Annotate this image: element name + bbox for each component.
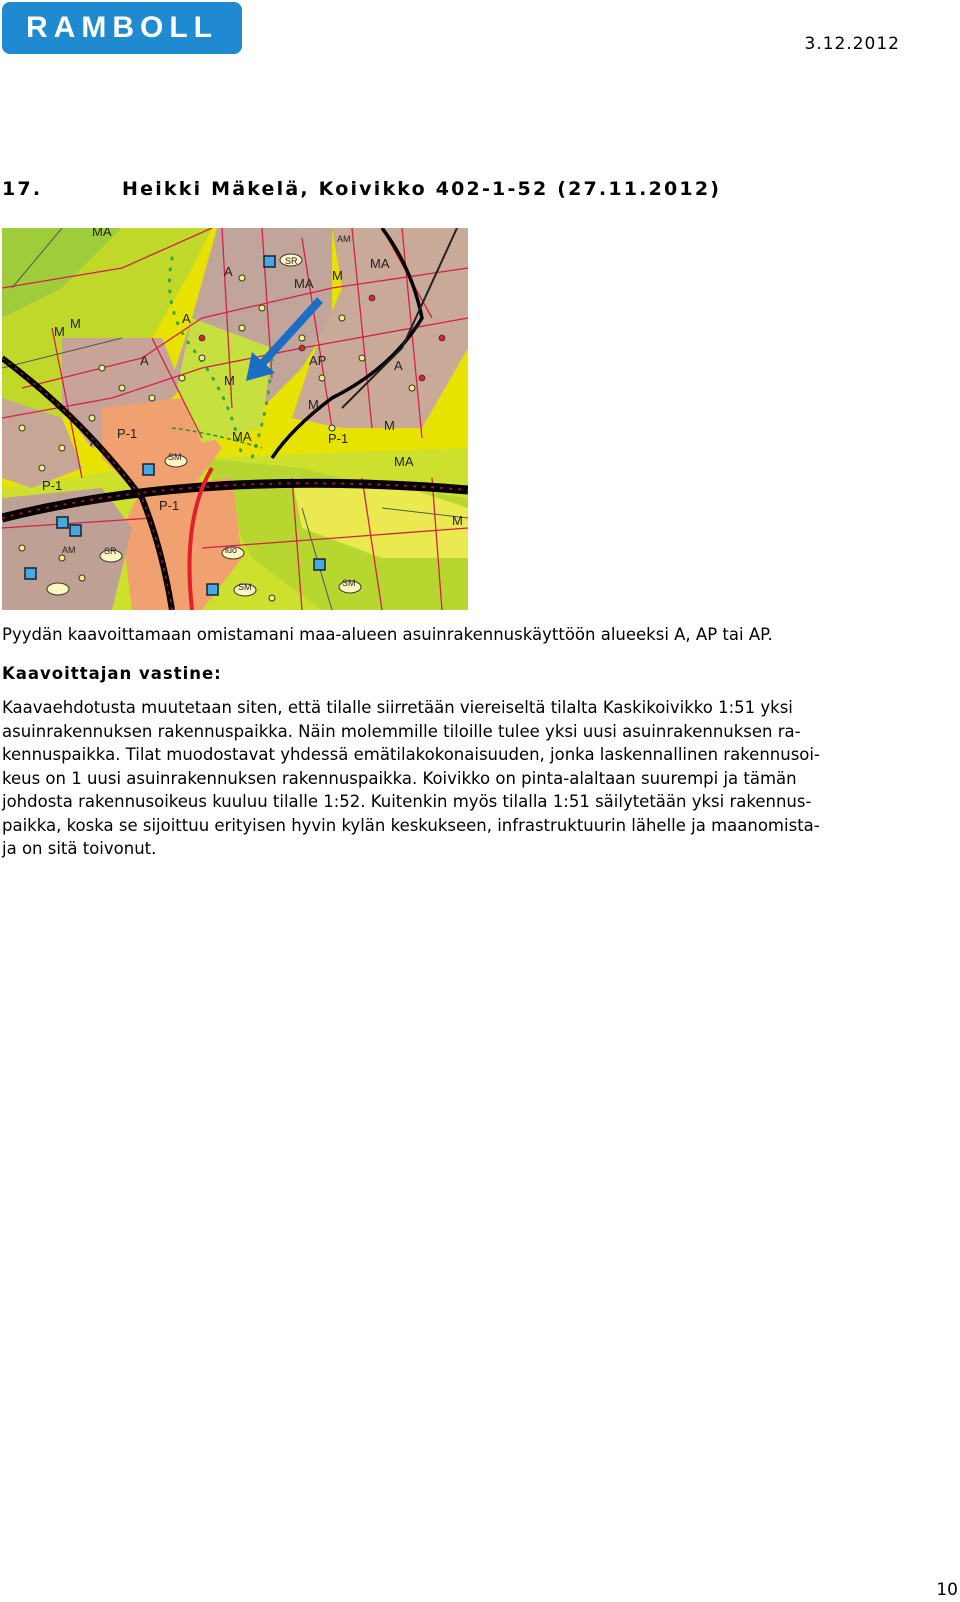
request-text: Pyydän kaavoittamaan omistamani maa-alueen asuinrakennuskäyttöön alueeksi A, AP tai AP. xyxy=(2,625,773,644)
map-zone-label: A xyxy=(140,353,149,368)
response-line: kennuspaikka. Tilat muodostavat yhdessä emätilakokonaisuuden, jonka laskennallinen rakennusoi- xyxy=(2,745,820,764)
section-title: Heikki Mäkelä, Koivikko 402-1-52 (27.11.2012) xyxy=(122,178,722,200)
map-zone-label: MA xyxy=(394,454,414,469)
map-zone-label: M xyxy=(70,316,81,331)
map-zone-label: SM xyxy=(168,452,182,462)
map-zone-label: A xyxy=(224,264,233,279)
response-line: paikka, koska se sijoittuu erityisen hyvin kylän keskukseen, infrastruktuurin lähelle ja maanomista- xyxy=(2,815,820,835)
map-zone-label: A xyxy=(394,358,403,373)
section-number: 17. xyxy=(2,178,43,200)
response-line: ja on sitä toivonut. xyxy=(2,839,157,858)
response-line: johdosta rakennusoikeus kuuluu tilalle 1:52. Kuitenkin myös tilalla 1:51 säilytetään yksi rakennus- xyxy=(2,792,812,811)
map-zone-label: A xyxy=(182,311,191,326)
map-zone-label: M xyxy=(452,513,463,528)
map-zone-label: M xyxy=(54,324,65,339)
map-zone-label: AM xyxy=(62,545,76,555)
response-paragraph xyxy=(2,696,957,861)
page-number: 10 xyxy=(936,1580,958,1600)
map-zone-label: M xyxy=(384,418,395,433)
document-date: 3.12.2012 xyxy=(804,34,900,54)
map-zone-label: luo xyxy=(225,545,238,555)
map-zone-label: M xyxy=(308,397,319,412)
logo-text: RAMBOLL xyxy=(26,11,218,44)
map-zone-label: MA xyxy=(92,228,112,239)
map-zone-label: SR xyxy=(285,256,298,266)
map-zone-label: MA xyxy=(294,276,314,291)
response-heading: Kaavoittajan vastine: xyxy=(2,664,222,683)
ramboll-logo xyxy=(2,2,242,54)
map-zone-label: AM xyxy=(337,234,351,244)
map-zone-label: SR xyxy=(104,546,117,556)
zoning-map xyxy=(2,228,468,610)
map-zone-label: A xyxy=(90,434,99,449)
section-heading xyxy=(2,178,721,200)
map-zone-label: M xyxy=(332,268,343,283)
map-zone-label: P-1 xyxy=(42,478,63,493)
response-line: asuinrakennuksen rakennuspaikka. Näin molemmille tiloille tulee yksi uusi asuinrakennuksen ra- xyxy=(2,721,801,741)
map-zone-label: MA xyxy=(232,429,252,444)
map-zone-label: P-1 xyxy=(117,426,138,441)
response-line: keus on 1 uusi asuinrakennuksen rakennuspaikka. Koivikko on pinta-alaltaan suurempi ja tämän xyxy=(2,768,797,788)
map-zone-label: M xyxy=(224,373,235,388)
map-zone-label: MA xyxy=(370,256,390,271)
response-line: Kaavaehdotusta muutetaan siten, että tilalle siirretään viereiseltä tilalta Kaskikoivikko 1:51 yksi xyxy=(2,698,793,717)
map-zone-label: SM xyxy=(238,582,252,592)
map-zone-label: SM xyxy=(342,578,356,588)
map-zone-label: P-1 xyxy=(328,431,349,446)
map-zone-label: P-1 xyxy=(159,498,180,513)
map-zone-label: AP xyxy=(309,353,327,368)
